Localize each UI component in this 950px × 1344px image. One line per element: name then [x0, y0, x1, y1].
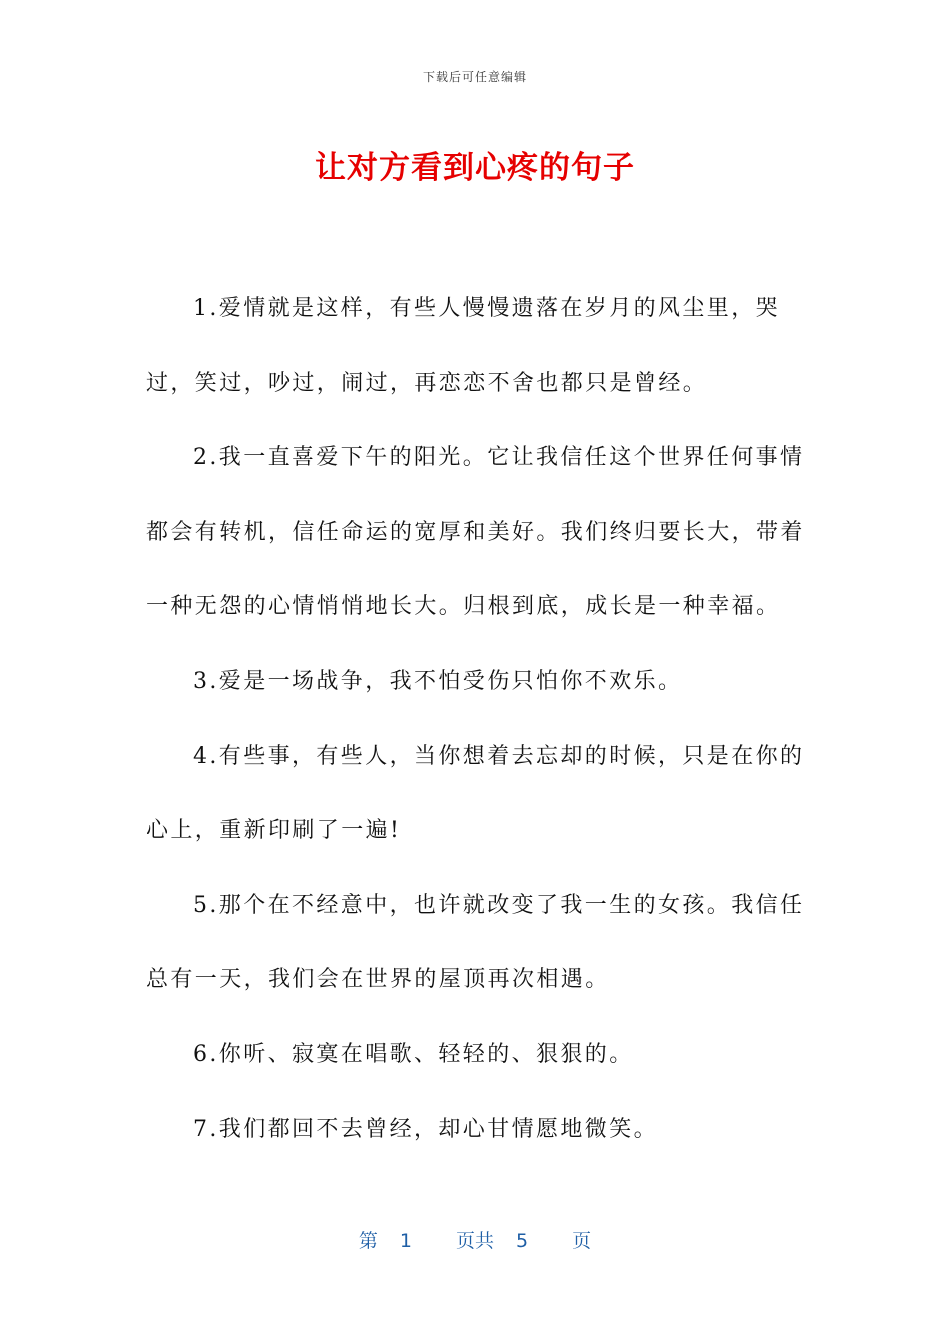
footer-current-page: 1: [399, 1230, 412, 1252]
footer-total-pages: 5: [516, 1230, 529, 1252]
paragraph-3: 3.爱是一场战争，我不怕受伤只怕你不欢乐。: [193, 668, 683, 694]
footer-page-suffix: 页: [572, 1230, 592, 1252]
footer-page-prefix: 第: [358, 1230, 378, 1252]
paragraph-6: 6.你听、寂寞在唱歌、轻轻的、狠狠的。: [193, 1041, 634, 1067]
paragraph-4: 4.有些事，有些人，当你想着去忘却的时候，只是在你的心上，重新印刷了一遍!: [146, 743, 805, 844]
header-note: 下载后可任意编辑: [422, 70, 527, 84]
paragraph-2: 2.我一直喜爱下午的阳光。它让我信任这个世界任何事情都会有转机，信任命运的宽厚和美好。我们终归要长大，带着一种无怨的心情悄悄地长大。归根到底，成长是一种幸福。: [146, 445, 805, 620]
paragraph-1: 1.爱情就是这样，有些人慢慢遗落在岁月的风尘里，哭过，笑过，吵过，闹过，再恋恋不舍也都只是曾经。: [146, 296, 780, 396]
paragraph-5: 5.那个在不经意中，也许就改变了我一生的女孩。我信任总有一天，我们会在世界的屋顶再次相遇。: [146, 892, 805, 993]
document-body: [146, 272, 806, 1167]
document-title: 让对方看到心疼的句子: [315, 150, 635, 186]
page-footer: [0, 1226, 950, 1253]
footer-page-middle: 页共: [455, 1230, 494, 1252]
paragraph-7: 7.我们都回不去曾经，却心甘情愿地微笑。: [193, 1116, 658, 1142]
